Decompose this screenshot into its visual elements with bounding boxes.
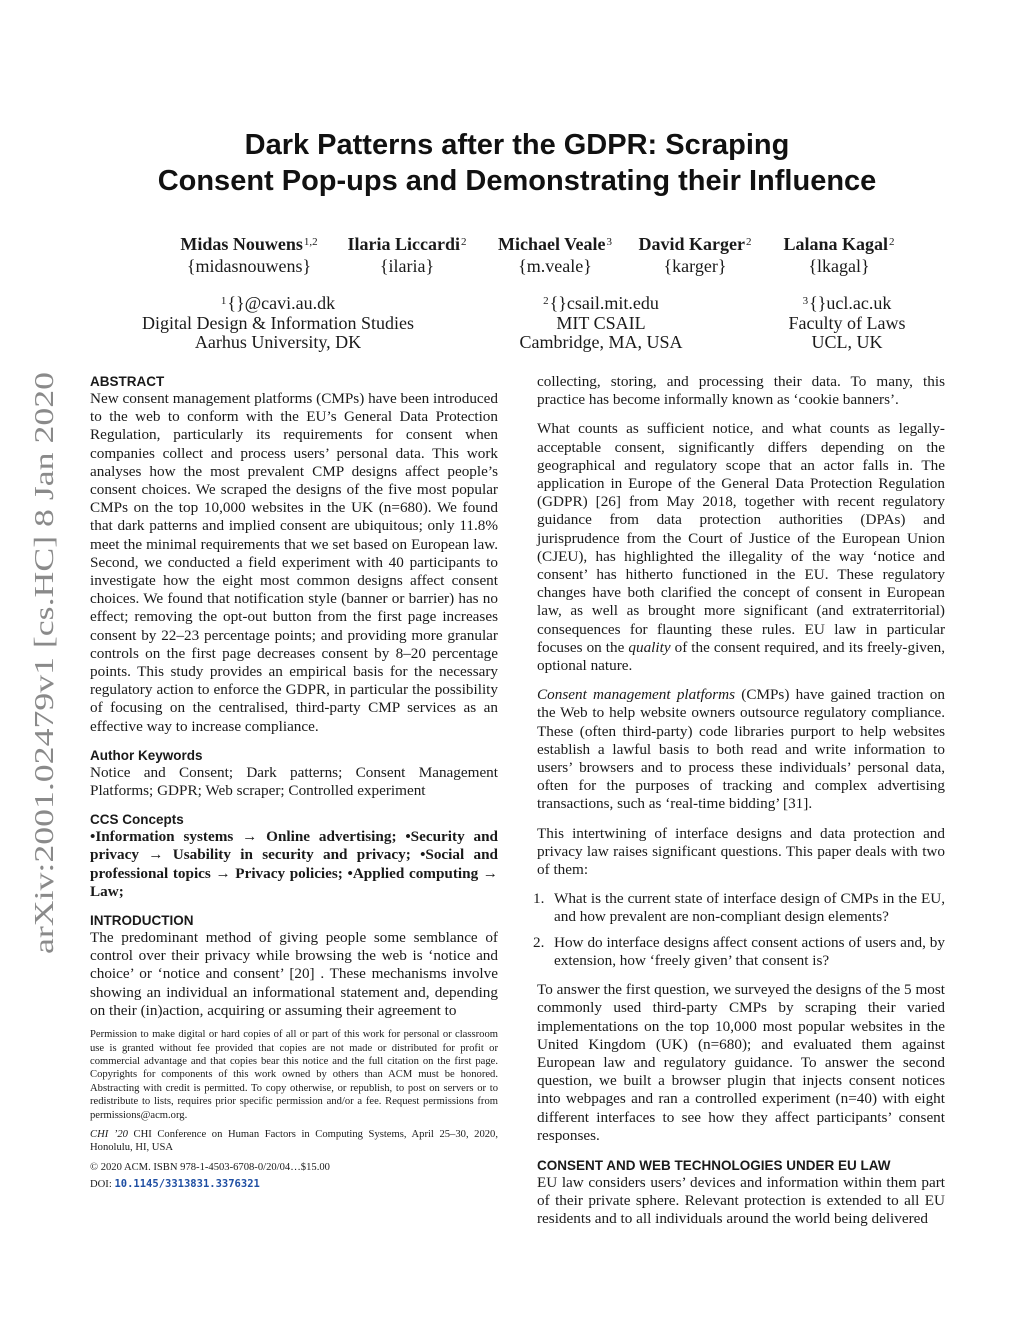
list-number: 1.	[533, 890, 545, 908]
right-column	[533, 373, 946, 1229]
affil-place: UCL, UK	[811, 332, 883, 352]
title-line-1: Dark Patterns after the GDPR: Scraping	[244, 129, 790, 161]
left-column	[90, 374, 498, 1192]
title-line-2: Consent Pop-ups and Demonstrating their Influence	[157, 165, 877, 197]
affil-place: Cambridge, MA, USA	[519, 332, 683, 352]
doi-link[interactable]: 10.1145/3313831.3376321	[114, 1178, 260, 1191]
abstract-text: New consent management platforms (CMPs) have been introduced to the web to conform with the EU’s General Data Protection Regulation, particularly its requirements for consent when companies collect and process users’ personal data. This work analyses how the most prevalent CMP designs affect people’s consent choices. We scraped the designs of the five most popular CMPs on the top 10,000 websites in the UK (n=680). We found that dark patterns and implied consent are ubiquitous; only 11.8% meet the minimal requirements that we set based on European law. Second, we conducted a field experiment with 40 participants to investigate how the eight most common designs affect consent choices. We found that notification style (banner or barrier) has no effect; removing the opt-out button from the first page increases consent by 22–23 percentage points; and providing more granular controls on the first page decreases consent by 8–20 percentage points. This study provides an empirical basis for the necessary regulatory action to enforce the GDPR, in particular the possibility of focusing on the centralised, third-party CMP services as an effective way to increase compliance.	[90, 390, 498, 735]
ccs-heading: CCS Concepts	[90, 812, 184, 828]
paragraph-4: This intertwining of interface designs and data protection and privacy law raises significant questions. This paper deals with two of them:	[537, 824, 945, 879]
affil-mark: 2	[543, 295, 549, 307]
list-number: 2.	[533, 933, 545, 951]
permission-notice: Permission to make digital or hard copies of all or part of this work for personal or classroom use is granted without fee provided that copies are not made or distributed for profit or commercial advantage and that copies bear this notice and the full citation on the first page. Copyrights for components of this work owned by others than ACM must be honored. Abstracting with credit is permitted. To copy otherwise, or republish, to post on servers or to redistribute to lists, requires prior specific permission and/or a fee. Request permissions from permissions@acm.org.	[90, 1029, 498, 1121]
author-handle: {ilaria}	[379, 256, 435, 276]
question-list	[533, 890, 945, 970]
paper-title	[90, 127, 944, 199]
paragraph-1: collecting, storing, and processing their data. To many, this practice has become informally known as ‘cookie banners’.	[537, 373, 945, 409]
list-text: What is the current state of interface design of CMPs in the EU, and how prevalent are non-compliant design elements?	[554, 890, 945, 926]
author-name: Lalana Kagal	[783, 234, 889, 254]
paragraph-3-emphasis: Consent management platforms	[537, 686, 736, 704]
paragraph-3	[537, 686, 945, 813]
doi-line	[90, 1178, 498, 1191]
list-item	[533, 890, 945, 926]
paragraph-2-emphasis: quality	[628, 638, 671, 656]
affil-mark: 1	[220, 295, 227, 307]
affil-email: {}@cavi.au.dk	[227, 293, 336, 313]
affiliation-2	[494, 294, 708, 353]
paragraph-5: To answer the first question, we surveyed the designs of the 5 most commonly used third-party CMPs by scraping their varied implementations on the top 10,000 most popular websites in the United Kingdom (UK) (n=680); and evaluated them against European law and regulatory guidance. To answer the second question, we built a browser plugin that injects consent notices into webpages and ran a controlled experiment (n=40) with eight different interfaces to see how they affect participants’ consent responses.	[537, 981, 945, 1144]
affiliation-1	[110, 294, 446, 353]
affiliation-3	[770, 294, 924, 353]
author-5	[776, 233, 902, 277]
author-handle: {m.veale}	[518, 256, 592, 276]
author-handle: {midasnouwens}	[186, 256, 312, 276]
keywords-heading: Author Keywords	[90, 747, 203, 763]
author-affil-mark: 3	[606, 236, 612, 248]
arxiv-stamp	[22, 368, 62, 958]
paragraph-2-end: of the consent required, and its freely-given, optional nature.	[537, 638, 946, 675]
section-heading: CONSENT AND WEB TECHNOLOGIES UNDER EU LAW	[537, 1157, 891, 1173]
author-name: David Karger	[638, 234, 745, 254]
intro-text: The predominant method of giving people some semblance of control over their privacy while browsing the web is ‘notice and choice’ or ‘notice and consent’ [20] . These mechanisms involve showing an individual an informational statement and, depending on their (in)action, acquiring or assuming their agreement to	[90, 929, 498, 1019]
affil-mark: 3	[802, 295, 809, 307]
author-4	[632, 233, 758, 277]
conference-short: CHI ’20	[90, 1128, 128, 1140]
list-text: How do interface designs affect consent actions of users and, by extension, how ‘freely given’ that consent is?	[554, 933, 945, 969]
arxiv-id: arXiv:2001.02479v1 [cs.HC] 8 Jan 2020	[29, 514, 59, 954]
paragraph-2-text: What counts as sufficient notice, and what counts as legally-acceptable consent, significantly differs depending on the geographical and regulatory scope that an actor falls in. The application in Europe of the General Data Protection Regulation (GDPR) [26] from May 2018, together with recent regulatory guidance from data protection authorities (DPAs) and jurisprudence from the Court of Justice of the European Union (CJEU), has highlighted the illegality of the way ‘notice and consent’ has hitherto functioned in the EU. These regulatory changes have both clarified the concept of consent in European law, as well as brought more significant (and extraterritorial) consequences for flaunting these rules. EU law in particular focuses on the	[537, 420, 945, 656]
author-handle: {lkagal}	[808, 256, 870, 276]
affil-dept: MIT CSAIL	[556, 312, 646, 333]
author-3	[490, 233, 620, 277]
keywords-text: Notice and Consent; Dark patterns; Consent Management Platforms; GDPR; Web scraper; Controlled experiment	[90, 763, 498, 800]
intro-heading: INTRODUCTION	[90, 913, 194, 929]
author-affil-mark: 2	[460, 236, 467, 248]
conference-full: CHI Conference on Human Factors in Computing Systems, April 25–30, 2020, Honolulu, HI, USA	[90, 1128, 499, 1154]
list-item	[533, 933, 945, 970]
affil-email: {}csail.mit.edu	[549, 293, 659, 313]
abstract-heading: ABSTRACT	[90, 374, 165, 389]
affil-place: Aarhus University, DK	[194, 332, 362, 352]
paragraph-2	[537, 420, 945, 675]
copyright: © 2020 ACM. ISBN 978-1-4503-6708-0/20/04…$15.00	[90, 1161, 330, 1173]
affil-dept: Faculty of Laws	[788, 312, 906, 333]
doi-label: DOI:	[90, 1179, 112, 1191]
author-affil-mark: 1,2	[303, 236, 318, 248]
affil-dept: Digital Design & Information Studies	[142, 312, 414, 333]
author-2	[340, 233, 474, 277]
author-affil-mark: 2	[745, 236, 752, 248]
author-name: Midas Nouwens	[180, 234, 303, 254]
paragraph-3-text: (CMPs) have gained traction on the Web to help website owners outsource regulatory compliance. These (often third-party) code libraries purport to help websites establish a lawful basis to both read and write information to users’ browsers and to process these individuals’ personal data, often for the purposes of tracking and complex advertising transactions, such as ‘real-time bidding’ [31].	[537, 686, 945, 813]
ccs-text: •Information systems → Online advertising; •Security and privacy → Usability in security and privacy; •Social and professional topics → Privacy policies; •Applied computing → Law;	[90, 828, 498, 900]
author-1	[172, 233, 326, 277]
conference-info	[90, 1128, 498, 1155]
author-name: Ilaria Liccardi	[347, 234, 460, 254]
author-handle: {karger}	[663, 256, 727, 276]
author-name: Michael Veale	[498, 234, 606, 254]
affil-email: {}ucl.ac.uk	[809, 293, 892, 313]
paragraph-6: EU law considers users’ devices and information within them part of their private sphere. Relevant protection is extended to all EU residents and to all individuals around the world being delivered	[537, 1173, 945, 1228]
author-affil-mark: 2	[889, 236, 895, 248]
